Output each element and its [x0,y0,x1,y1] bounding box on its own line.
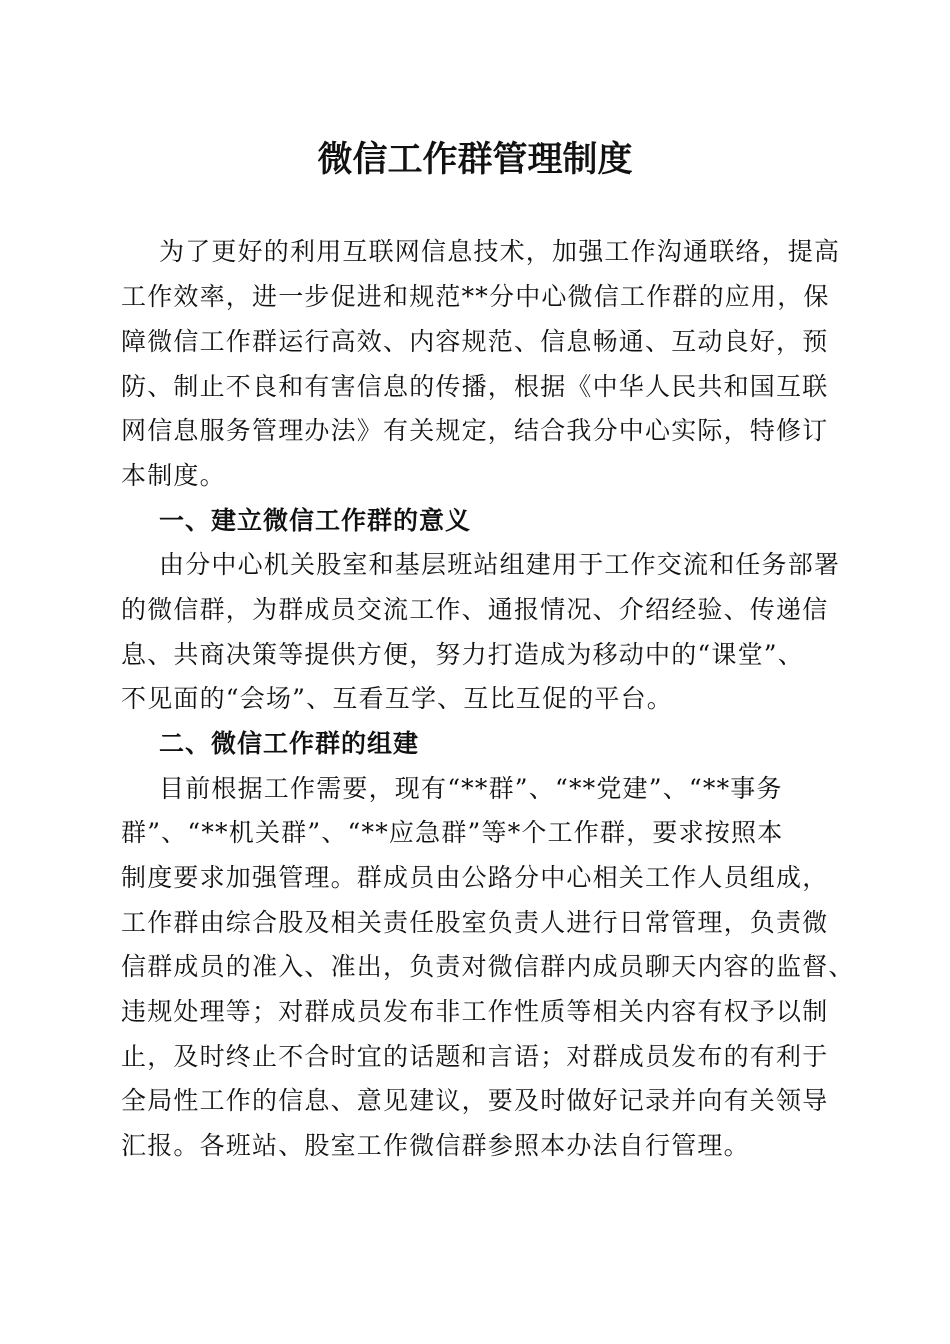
intro-line: 本制度。 [121,461,226,490]
section1-line: 的微信群，为群成员交流工作、通报情况、介绍经验、传递信 [121,595,829,624]
section1-line: 由分中心机关股室和基层班站组建用于工作交流和任务部署 [159,550,841,579]
section2-line: 群”、“**机关群”、“**应急群”等*个工作群，要求按照本 [121,818,784,847]
section2-line: 汇报。各班站、股室工作微信群参照本办法自行管理。 [121,1131,750,1160]
intro-line: 障微信工作群运行高效、内容规范、信息畅通、互动良好，预 [121,327,829,356]
section2-line: 止，及时终止不合时宜的话题和言语；对群成员发布的有利于 [121,1042,829,1071]
intro-line: 工作效率，进一步促进和规范**分中心微信工作群的应用，保 [121,282,830,311]
section-heading-1: 一、建立微信工作群的意义 [159,506,472,535]
section1-line: 不见面的“会场”、互看互学、互比互促的平台。 [121,684,673,713]
intro-line: 防、制止不良和有害信息的传播，根据《中华人民共和国互联 [121,372,829,401]
intro-line: 为了更好的利用互联网信息技术，加强工作沟通联络，提高 [159,237,841,266]
document-title: 微信工作群管理制度 [317,139,633,180]
section2-line: 信群成员的准入、准出，负责对微信群内成员聊天内容的监督、 [121,952,855,981]
section1-line: 息、共商决策等提供方便，努力打造成为移动中的“课堂”、 [121,640,804,669]
section-heading-2: 二、微信工作群的组建 [159,729,420,758]
section2-line: 制度要求加强管理。群成员由公路分中心相关工作人员组成， [121,863,829,892]
intro-line: 网信息服务管理办法》有关规定，结合我分中心实际，特修订 [121,416,829,445]
section2-line: 违规处理等；对群成员发布非工作性质等相关内容有权予以制 [121,997,829,1026]
section2-line: 目前根据工作需要，现有“**群”、“**党建”、“**事务 [159,774,783,803]
section2-line: 全局性工作的信息、意见建议，要及时做好记录并向有关领导 [121,1086,829,1115]
section2-line: 工作群由综合股及相关责任股室负责人进行日常管理，负责微 [121,908,829,937]
